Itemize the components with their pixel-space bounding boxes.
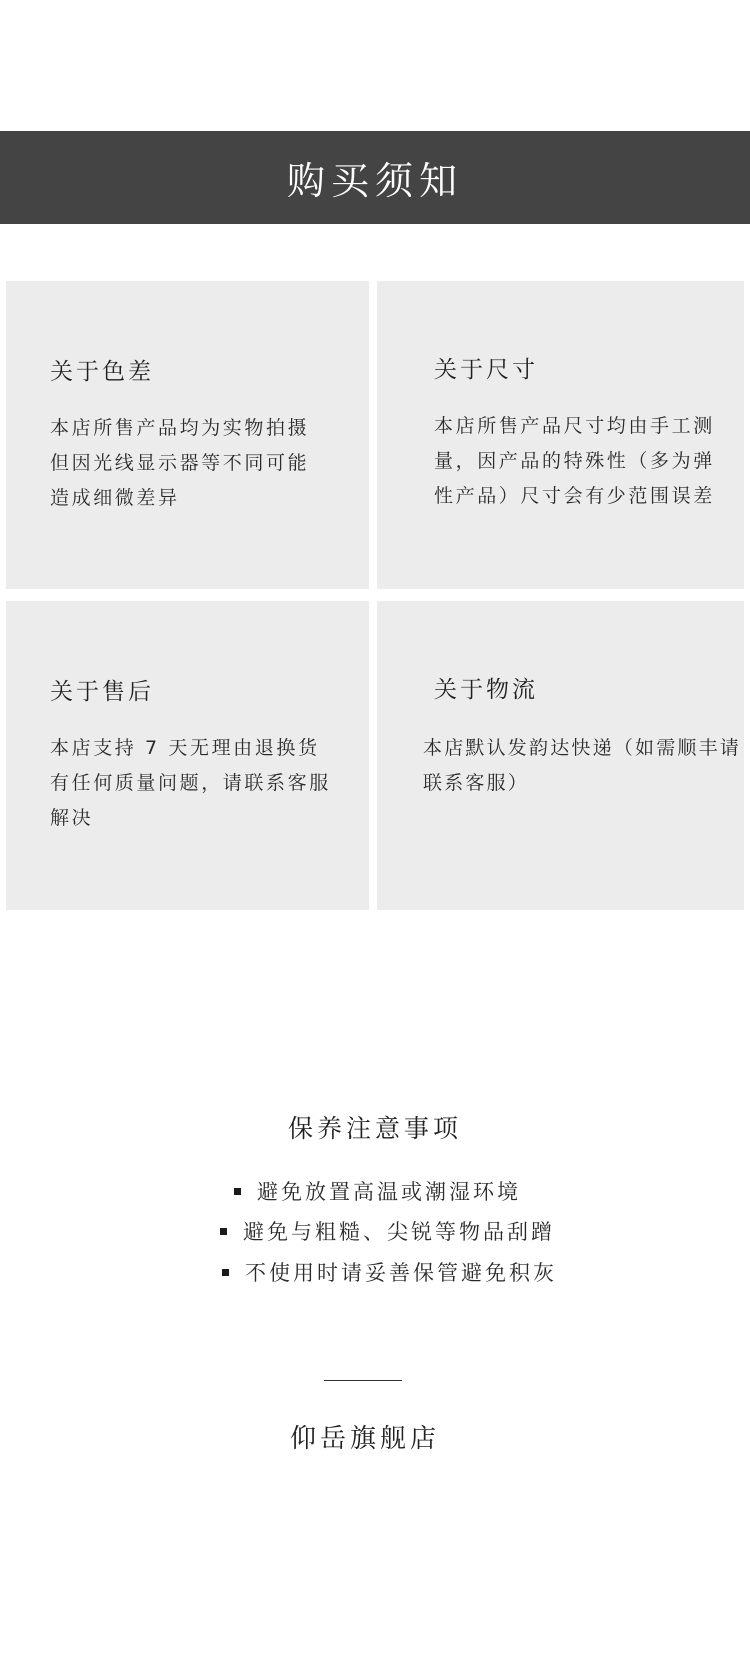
care-title: 保养注意事项 xyxy=(287,1114,462,1143)
notice-body-aftersales: 本店支持 7 天无理由退换货 有任何质量问题，请联系客服 解决 xyxy=(50,737,331,829)
care-item-text: 不使用时请妥善保管避免积灰 xyxy=(245,1261,557,1285)
banner-title: 购买须知 xyxy=(286,159,463,203)
store-name: 仰岳旗舰店 xyxy=(289,1424,440,1454)
care-item xyxy=(220,1216,555,1246)
notice-body-color: 本店所售产品均为实物拍摄 但因光线显示器等不同可能 造成细微差异 xyxy=(50,417,310,509)
notice-card-color xyxy=(6,281,369,589)
notice-title-size: 关于尺寸 xyxy=(434,357,538,383)
bullet-icon xyxy=(222,1269,229,1276)
notice-title-logistics: 关于物流 xyxy=(434,677,538,703)
divider xyxy=(324,1380,402,1381)
purchase-notice-banner xyxy=(0,131,750,224)
care-item-text: 避免与粗糙、尖锐等物品刮蹭 xyxy=(243,1220,555,1244)
notice-title-aftersales: 关于售后 xyxy=(50,679,154,705)
notice-body-logistics: 本店默认发韵达快递（如需顺丰请 联系客服） xyxy=(423,737,742,794)
bullet-icon xyxy=(234,1188,241,1195)
bullet-icon xyxy=(220,1228,227,1235)
notice-card-logistics xyxy=(377,601,744,910)
notice-body-size: 本店所售产品尺寸均由手工测 量，因产品的特殊性（多为弹 性产品）尺寸会有少范围误差 xyxy=(434,415,715,507)
care-item xyxy=(234,1176,521,1206)
notice-card-aftersales xyxy=(6,601,369,910)
care-item-text: 避免放置高温或潮湿环境 xyxy=(257,1180,521,1204)
care-item xyxy=(222,1257,557,1287)
notice-card-size xyxy=(377,281,744,589)
notice-title-color: 关于色差 xyxy=(50,359,154,385)
